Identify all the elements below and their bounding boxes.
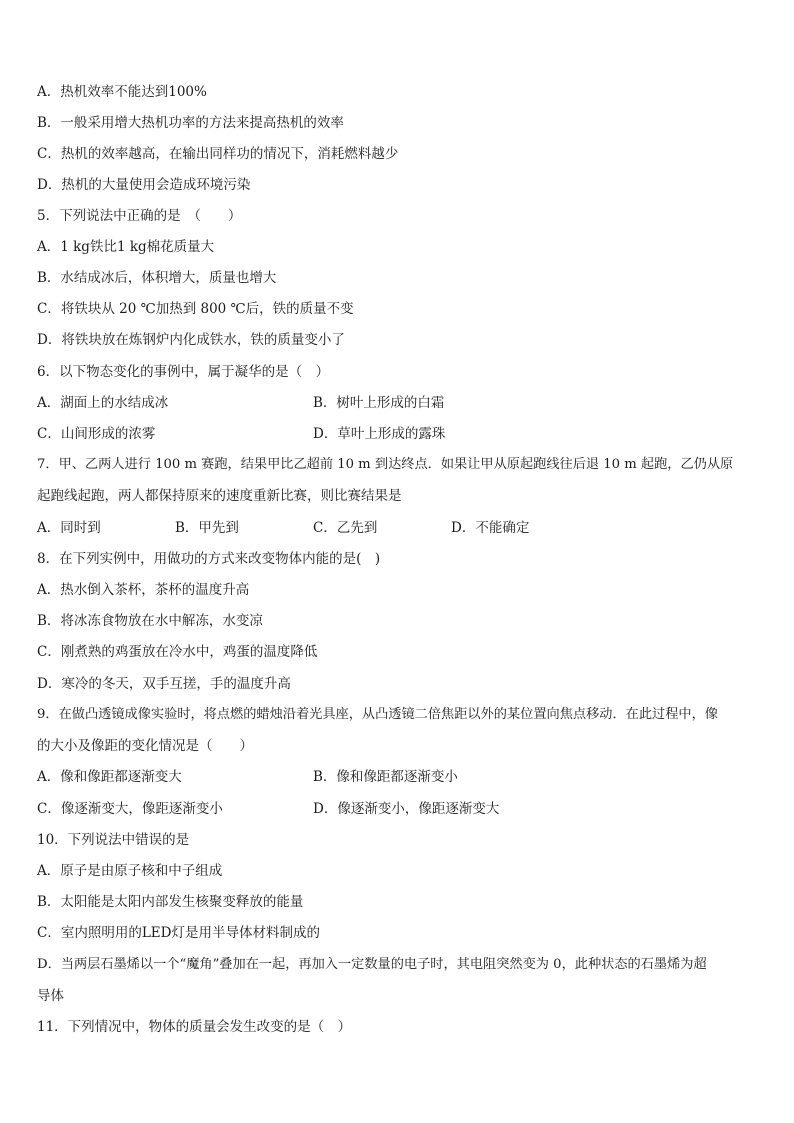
q10-option-b: B．太阳能是太阳内部发生核聚变释放的能量 (37, 894, 304, 910)
q9-option-d: D．像逐渐变小，像距逐渐变大 (313, 801, 500, 817)
q8-option-d: D．寒冷的冬天，双手互搓，手的温度升高 (37, 676, 291, 692)
q9-option-c: C．像逐渐变大，像距逐渐变小 (37, 801, 223, 817)
q9-option-b: B．像和像距都逐渐变小 (313, 769, 458, 785)
q4-option-c: C．热机的效率越高，在输出同样功的情况下，消耗燃料越少 (37, 146, 399, 162)
q4-option-d: D．热机的大量使用会造成环境污染 (37, 177, 251, 193)
q7-option-c: C．乙先到 (313, 520, 378, 536)
q7-option-d: D．不能确定 (451, 520, 530, 536)
q6-stem: 6．以下物态变化的事例中，属于凝华的是（ ） (37, 364, 330, 380)
q5-option-a: A．1 kg铁比1 kg棉花质量大 (37, 239, 215, 255)
q6-option-d: D．草叶上形成的露珠 (313, 426, 446, 442)
q8-option-b: B．将冰冻食物放在水中解冻，水变凉 (37, 613, 263, 629)
q5-option-d: D．将铁块放在炼钢炉内化成铁水，铁的质量变小了 (37, 332, 345, 348)
q10-option-d-line1: D．当两层石墨烯以一个“魔角”叠加在一起，再加入一定数量的电子时，其电阻突然变为 0，此种状态的石墨烯为超 (37, 957, 707, 972)
q6-option-a: A．湖面上的水结成冰 (37, 395, 169, 411)
q10-option-a: A．原子是由原子核和中子组成 (37, 863, 223, 879)
q10-stem: 10．下列说法中错误的是 (37, 832, 190, 848)
q5-option-c: C．将铁块从 20 ℃加热到 800 ℃后，铁的质量不变 (37, 301, 354, 317)
q6-option-b: B．树叶上形成的白霜 (313, 395, 445, 411)
q5-option-b: B．水结成冰后，体积增大，质量也增大 (37, 270, 277, 286)
q9-stem-line1: 9．在做凸透镜成像实验时，将点燃的蜡烛沿着光具座，从凸透镜二倍焦距以外的某位置向焦点移动．在此过程中，像 (37, 707, 718, 722)
q11-stem: 11．下列情况中，物体的质量会发生改变的是（ ） (37, 1019, 352, 1035)
q8-stem: 8．在下列实例中，用做功的方式来改变物体内能的是( ) (37, 551, 381, 567)
q7-option-a: A．同时到 (37, 520, 101, 536)
q4-option-b: B．一般采用增大热机功率的方法来提高热机的效率 (37, 115, 344, 131)
q6-option-c: C．山间形成的浓雾 (37, 426, 156, 442)
q8-option-c: C．刚煮熟的鸡蛋放在冷水中，鸡蛋的温度降低 (37, 644, 318, 660)
q7-stem-line1: 7．甲、乙两人进行 100 m 赛跑，结果甲比乙超前 10 m 到达终点．如果让甲从原起跑线往后退 10 m 起跑，乙仍从原 (37, 457, 734, 472)
q4-option-a: A．热机效率不能达到100% (37, 84, 207, 100)
q9-stem-line2: 的大小及像距的变化情况是（ ） (37, 738, 253, 754)
q9-option-a: A．像和像距都逐渐变大 (37, 769, 182, 785)
q5-stem: 5．下列说法中正确的是 （ ） (37, 208, 242, 224)
q10-option-d-line2: 导体 (37, 988, 64, 1004)
q8-option-a: A．热水倒入茶杯，茶杯的温度升高 (37, 582, 250, 598)
q7-stem-line2: 起跑线起跑，两人都保持原来的速度重新比赛，则比赛结果是 (37, 488, 402, 504)
q10-option-c: C．室内照明用的LED灯是用半导体材料制成的 (37, 925, 320, 941)
q7-option-b: B．甲先到 (175, 520, 239, 536)
